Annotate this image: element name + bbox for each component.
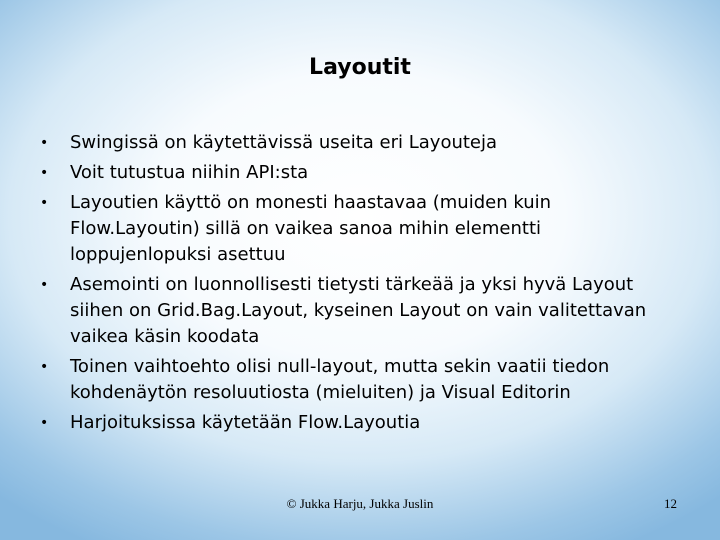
bullet-text: Voit tutustua niihin API:sta	[70, 162, 309, 183]
bullet-list	[40, 130, 680, 440]
bullet-icon: •	[40, 277, 49, 293]
bullet-icon: •	[40, 415, 49, 431]
footer-copyright: © Jukka Harju, Jukka Juslin	[286, 496, 434, 511]
bullet-text: Toinen vaihtoehto olisi null-layout, mutta sekin vaatii tiedon kohdenäytön resoluutiosta (mieluiten) ja Visual Editorin	[70, 356, 610, 403]
bullet-text: Layoutien käyttö on monesti haastavaa (muiden kuin Flow.Layoutin) sillä on vaikea sanoa mihin elementti loppujenlopuksi asettuu	[70, 192, 552, 265]
bullet-item	[40, 190, 680, 268]
bullet-item	[40, 272, 680, 350]
bullet-icon: •	[40, 195, 49, 211]
slide-title: Layoutit	[309, 55, 411, 80]
page-number: 12	[664, 496, 677, 511]
bullet-icon: •	[40, 165, 49, 181]
bullet-icon: •	[40, 359, 49, 375]
bullet-icon: •	[40, 135, 49, 151]
bullet-item	[40, 130, 680, 156]
bullet-item	[40, 354, 680, 406]
bullet-text: Asemointi on luonnollisesti tietysti tärkeää ja yksi hyvä Layout siihen on Grid.Bag.Layout, kyseinen Layout on vain valitettavan vaikea käsin koodata	[70, 274, 647, 347]
bullet-text: Harjoituksissa käytetään Flow.Layoutia	[70, 412, 421, 433]
bullet-item	[40, 410, 680, 436]
bullet-text: Swingissä on käytettävissä useita eri Layouteja	[70, 132, 498, 153]
bullet-item	[40, 160, 680, 186]
